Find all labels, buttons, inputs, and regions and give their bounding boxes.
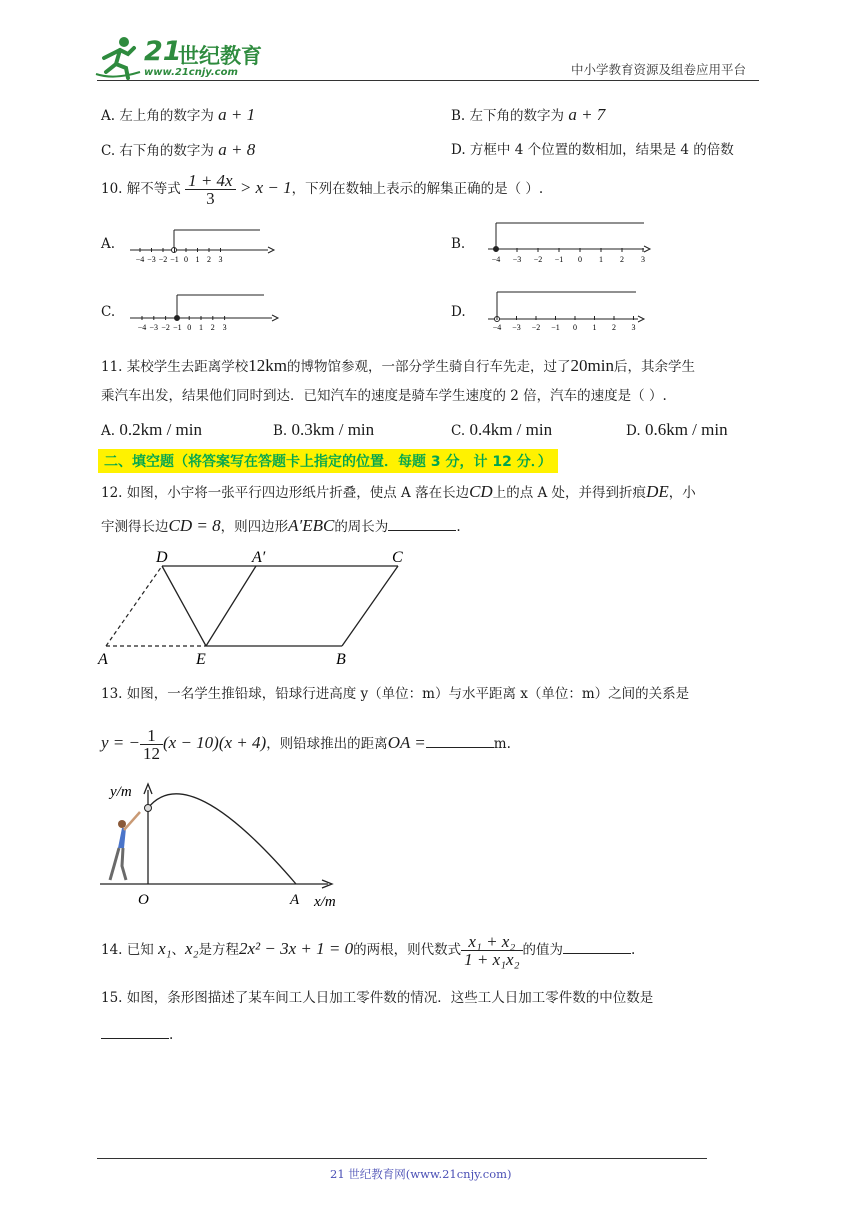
q14-fraction: $\frac{\text{x₁ + x₂}}{\text{1 + x₁x₂}}$ [461,933,522,968]
tick-label: 3 [218,255,223,264]
q11-time: 20min [570,356,614,375]
tick-label: 3 [631,323,636,332]
tick-label: 0 [573,323,577,332]
logo-number: 21 [144,36,182,67]
numberline-a [126,222,276,264]
athlete-icon [110,812,140,880]
label-c: C [392,549,403,566]
logo-name: 世纪教育 [178,44,262,68]
logo-url: www.21cnjy.com [144,67,238,78]
axis-label-y: y/m [110,784,132,800]
q13-answer-blank [426,733,494,748]
section-heading-fill-in: 二、填空题（将答案写在答题卡上指定的位置．每题 3 分，计 12 分．） [98,449,558,473]
q15-answer-blank [101,1024,169,1039]
q9-option-c: C. 右下角的数字为 a + 8 [101,140,256,159]
q14-text: 14. 已知 x₁、x₂是方程2x² − 3x + 1 = 0的两根，则代数式 $\frac{\text{x₁ + x₂}}{\text{1 + x₁x₂}}$ 的值为 . [101,932,636,969]
q9-option-a-expr: a + 1 [218,105,256,124]
tick-label: −3 [512,323,521,332]
label-d: D [156,549,168,566]
header-logo [94,36,264,80]
tick-label: 0 [578,255,582,264]
tick-label: −1 [173,323,182,332]
tick-label: −2 [158,255,168,264]
q10-inequality: > x − 1 [239,178,292,197]
label-e: E [196,651,206,668]
q12-line2: 宇测得长边CD = 8，则四边形A′EBC的周长为 . [101,516,461,535]
q11-option-b: B. 0.3km / min [273,420,375,439]
tick-label: −3 [147,255,156,264]
q11-option-c: C. 0.4km / min [451,420,553,439]
q11-option-d: D. 0.6km / min [626,420,728,439]
q11-option-a: A. 0.2km / min [101,420,202,439]
label-a: A [290,892,300,908]
label-o: O [138,892,149,908]
tick-label: 2 [612,323,616,332]
tick-label: −4 [492,323,502,332]
footer-divider [97,1158,707,1159]
q13-line1: 13. 如图，一名学生推铅球，铅球行进高度 y（单位：m）与水平距离 x（单位：m）之间的关系是 [101,686,690,702]
tick-label: 3 [641,255,645,264]
q10-option-b-label: B. [451,236,466,252]
q12-line1: 12. 如图，小宇将一张平行四边形纸片折叠，使点 A 落在长边CD上的点 A 处，并得到折痕DE，小 [101,482,696,501]
tick-label: −1 [170,255,179,264]
tick-label: 2 [620,255,624,264]
header-platform-text: 中小学教育资源及组卷应用平台 [571,62,747,77]
tick-label: −1 [551,323,560,332]
tick-label: 0 [187,323,192,332]
tick-label: 0 [184,255,188,264]
q11-distance: 12km [248,356,287,375]
tick-label: −3 [149,323,159,332]
header-divider [97,80,759,81]
q14-equation: 2x² − 3x + 1 = 0 [239,939,354,958]
numberline-d [484,288,654,334]
q11-line1: 11. 某校学生去距离学校12km的博物馆参观，一部分学生骑自行车先走，过了20min后，其余学生 [101,356,695,375]
q14-answer-blank [563,939,631,954]
numberline-b [484,218,654,266]
tick-label: −3 [512,255,522,264]
q9-option-b-expr: a + 7 [568,105,606,124]
q12-parallelogram-figure [96,546,416,670]
q10-text: 10. 解不等式 $\frac{1 + 4x}{3}$ > x − 1，下列在数轴上表示的解集正确的是（ ）. [101,171,544,208]
numberline-c [126,290,282,332]
footer-text: 21 世纪教育网(www.21cnjy.com) [330,1167,512,1181]
tick-label: 3 [222,323,227,332]
q10-option-c-label: C. [101,304,116,320]
q9-option-a: A. 左上角的数字为 a + 1 [101,105,256,124]
q11-line2: 乘汽车出发，结果他们同时到达．已知汽车的速度是骑车学生速度的 2 倍，汽车的速度是（ ）. [101,388,667,404]
tick-label: −4 [491,255,501,264]
q9-option-d: D. 方框中 4 个位置的数相加，结果是 4 的倍数 [451,142,734,158]
tick-label: 2 [210,323,215,332]
tick-label: 1 [199,323,203,332]
q10-option-d-label: D. [451,304,466,320]
tick-label: −4 [137,323,147,332]
q12-answer-blank [388,516,456,531]
tick-label: 1 [195,255,200,264]
tick-label: −2 [531,323,541,332]
tick-label: 1 [592,323,597,332]
q15-line1: 15. 如图，条形图描述了某车间工人日加工零件数的情况．这些工人日加工零件数的中位数是 [101,990,654,1006]
label-b: B [336,651,346,668]
q13-line2: y = − $\frac{1}{12}$ (x − 10)(x + 4)，则铅球推出的距离OA = m. [101,726,511,763]
tick-label: −2 [161,323,170,332]
label-a-prime: A′ [252,549,266,566]
q9-option-c-expr: a + 8 [218,140,256,159]
tick-label: 1 [599,255,603,264]
axis-label-x: x/m [314,894,336,910]
tick-label: −4 [135,255,145,264]
label-a: A [98,651,108,668]
tick-label: 2 [207,255,211,264]
q15-line2: . [101,1024,173,1045]
tick-label: −2 [533,255,543,264]
q9-option-b: B. 左下角的数字为 a + 7 [451,105,606,124]
tick-label: −1 [554,255,564,264]
q13-shot-put-figure [96,776,356,912]
q10-option-a-label: A. [101,236,116,252]
q10-fraction: $\frac{1 + 4x}{3}$ [185,172,236,207]
q13-fraction: $\frac{1}{12}$ [140,727,163,762]
runner-logo-icon [94,36,144,80]
